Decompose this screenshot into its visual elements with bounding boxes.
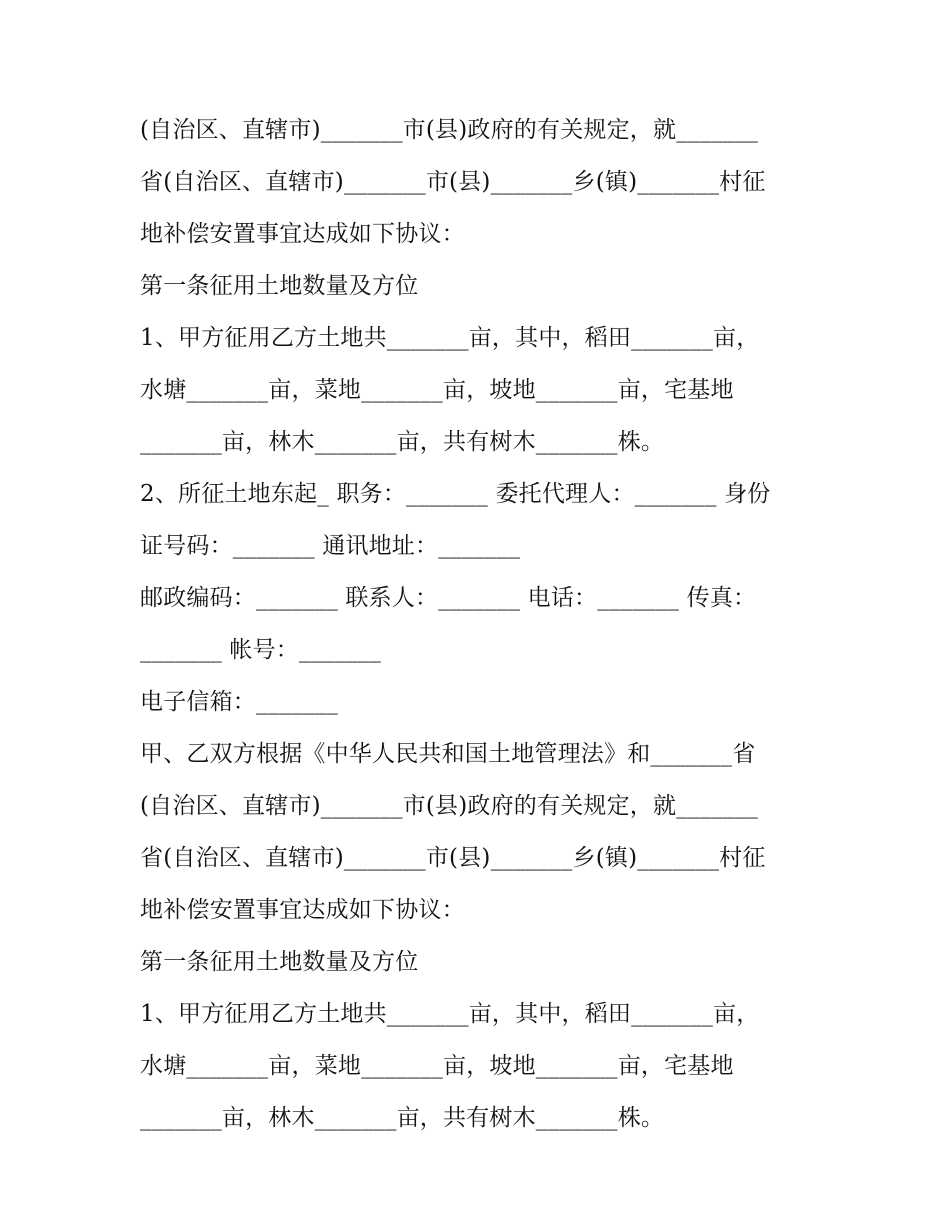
text-line: 电子信箱：_______	[140, 689, 338, 715]
document-body	[140, 104, 820, 1144]
text-line: 2、所征土地东起_ 职务：_______ 委托代理人：_______ 身份	[140, 481, 771, 507]
text-line: _______ 帐号：_______	[140, 637, 381, 663]
text-line: _______亩，林木_______亩，共有树木_______株。	[140, 1105, 665, 1131]
section-heading: 第一条征用土地数量及方位	[140, 273, 419, 299]
text-line: _______亩，林木_______亩，共有树木_______株。	[140, 429, 665, 455]
section-heading: 第一条征用土地数量及方位	[140, 949, 419, 975]
text-line: 省(自治区、直辖市)_______市(县)_______乡(镇)_______村征	[140, 845, 766, 871]
text-line: 水塘_______亩，菜地_______亩，坡地_______亩，宅基地	[140, 377, 734, 403]
text-line: (自治区、直辖市)_______市(县)政府的有关规定，就_______	[140, 793, 759, 819]
text-line: 水塘_______亩，菜地_______亩，坡地_______亩，宅基地	[140, 1053, 734, 1079]
text-line: 地补偿安置事宜达成如下协议：	[140, 897, 465, 923]
text-line: 省(自治区、直辖市)_______市(县)_______乡(镇)_______村征	[140, 169, 766, 195]
text-line: (自治区、直辖市)_______市(县)政府的有关规定，就_______	[140, 117, 759, 143]
text-line: 证号码：_______ 通讯地址：_______	[140, 533, 521, 559]
text-line: 1、甲方征用乙方土地共_______亩，其中，稻田_______亩，	[140, 1001, 760, 1027]
text-line: 邮政编码：_______ 联系人：_______ 电话：_______ 传真：	[140, 585, 757, 611]
text-line: 1、甲方征用乙方土地共_______亩，其中，稻田_______亩，	[140, 325, 760, 351]
text-line: 地补偿安置事宜达成如下协议：	[140, 221, 465, 247]
text-line: 甲、乙双方根据《中华人民共和国土地管理法》和_______省	[140, 741, 756, 767]
